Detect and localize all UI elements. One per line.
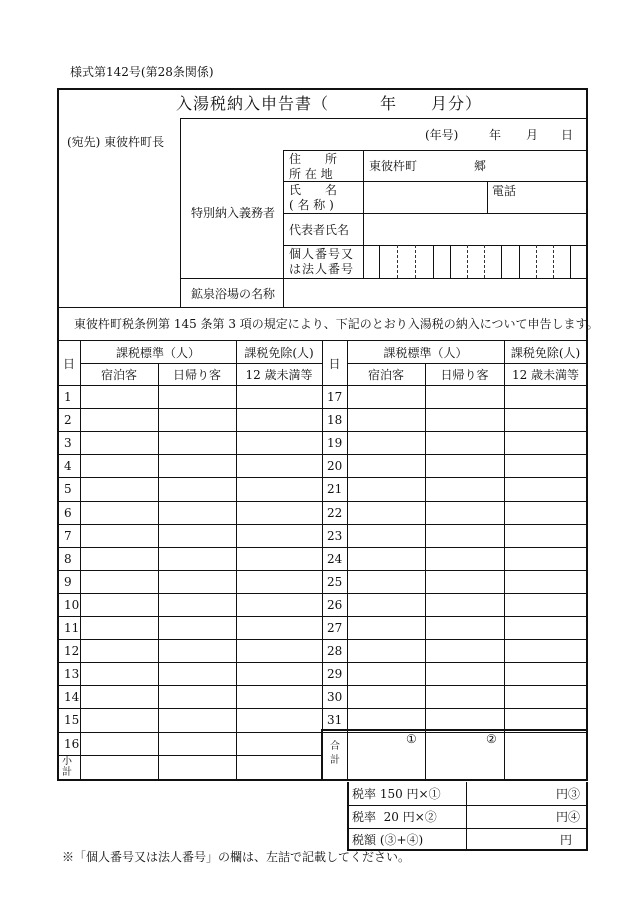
day-cell-right-0[interactable] — [348, 548, 424, 569]
day-number-right: 28 — [327, 644, 343, 658]
taxable-header-left: 課税標準（人） — [115, 346, 200, 360]
phone-input[interactable] — [489, 200, 585, 212]
digit-divider — [415, 245, 416, 278]
day-cell-right-1[interactable] — [426, 594, 503, 615]
subtotal-label-1: 小 — [62, 756, 72, 767]
day-cell-left-1[interactable] — [159, 663, 236, 684]
day-number-right: 31 — [327, 713, 343, 727]
subtotal-label-2: 計 — [62, 767, 72, 778]
address-district: 郷 — [474, 159, 487, 173]
day-cell-left-0[interactable] — [81, 455, 158, 476]
day-cell-left-2[interactable] — [237, 686, 321, 707]
day-cell-left-1[interactable] — [159, 733, 236, 754]
rule — [180, 278, 587, 279]
day-cell-right-1[interactable] — [426, 525, 503, 546]
day-header-right: 日 — [328, 357, 341, 371]
day-cell-right-0[interactable] — [348, 686, 424, 707]
day-number-left: 10 — [64, 598, 80, 612]
day-cell-left-1[interactable] — [159, 432, 236, 453]
day-number-left: 14 — [64, 690, 80, 704]
day-cell-left-2[interactable] — [237, 709, 321, 730]
day-cell-right-2[interactable] — [505, 386, 586, 407]
day-number-left: 13 — [64, 667, 80, 681]
day-cell-right-2[interactable] — [505, 548, 586, 569]
day-cell-right-0[interactable] — [348, 478, 424, 499]
total-label-2: 計 — [330, 755, 340, 766]
day-cell-right-2[interactable] — [505, 663, 586, 684]
rule — [433, 245, 434, 278]
day-cell-right-2[interactable] — [505, 455, 586, 476]
day-cell-right-0[interactable] — [348, 386, 424, 407]
day-number-left: 6 — [64, 506, 72, 520]
day-cell-right-0[interactable] — [348, 709, 424, 730]
day-cell-left-2[interactable] — [237, 455, 321, 476]
day-number-right: 26 — [327, 598, 343, 612]
day-number-right: 21 — [327, 482, 343, 496]
day-number-right: 18 — [327, 413, 343, 427]
tax-total-label: 税額 (③+④) — [352, 833, 424, 847]
address-label: 住 所 — [289, 152, 338, 166]
day-number-right: 29 — [327, 667, 343, 681]
day-cell-right-2[interactable] — [505, 640, 586, 661]
day-number-right: 20 — [327, 459, 343, 473]
overnight-header-right: 宿泊客 — [367, 368, 404, 382]
day-number-right: 17 — [327, 390, 343, 404]
day-cell-right-0[interactable] — [348, 571, 424, 592]
day-cell-left-2[interactable] — [237, 640, 321, 661]
rule — [283, 150, 284, 307]
day-cell-right-1[interactable] — [426, 571, 503, 592]
day-cell-right-0[interactable] — [348, 409, 424, 430]
day-cell-right-0[interactable] — [348, 525, 424, 546]
day-cell-left-0[interactable] — [81, 386, 158, 407]
day-cell-right-0[interactable] — [348, 432, 424, 453]
day-cell-left-1[interactable] — [159, 455, 236, 476]
day-number-left: 7 — [64, 529, 72, 543]
day-cell-left-1[interactable] — [159, 502, 236, 523]
rule — [322, 340, 323, 781]
day-number-left: 5 — [64, 482, 72, 496]
day-cell-right-0[interactable] — [348, 663, 424, 684]
day-number-left: 12 — [64, 644, 80, 658]
day-cell-left-1[interactable] — [159, 709, 236, 730]
day-number-left: 8 — [64, 552, 72, 566]
day-cell-left-1[interactable] — [159, 617, 236, 638]
rule — [180, 118, 587, 119]
day-cell-right-2[interactable] — [505, 709, 586, 730]
subtotal-cell-1[interactable] — [159, 756, 236, 777]
daytrip-header-right: 日帰り客 — [440, 368, 489, 382]
day-cell-right-1[interactable] — [426, 478, 503, 499]
representative-label: 代表者氏名 — [289, 223, 350, 237]
day-cell-left-2[interactable] — [237, 663, 321, 684]
day-cell-right-0[interactable] — [348, 455, 424, 476]
form-number: 様式第142号(第28条関係) — [70, 65, 214, 79]
day-cell-left-0[interactable] — [81, 733, 158, 754]
tax-rate-1-label: 税率 150 円×① — [352, 787, 441, 801]
day-number-left: 3 — [64, 436, 72, 450]
day-cell-right-1[interactable] — [426, 686, 503, 707]
day-cell-left-0[interactable] — [81, 617, 158, 638]
rule — [347, 363, 587, 364]
day-cell-left-1[interactable] — [159, 594, 236, 615]
exempt-header-right: 課税免除(人) — [510, 346, 581, 360]
id-sub-label: は法人番号 — [289, 262, 355, 276]
day-cell-left-0[interactable] — [81, 571, 158, 592]
day-cell-left-0[interactable] — [81, 640, 158, 661]
total-under12-input[interactable] — [506, 745, 586, 779]
day-cell-right-2[interactable] — [505, 686, 586, 707]
day-cell-right-2[interactable] — [505, 502, 586, 523]
day-cell-right-1[interactable] — [426, 455, 503, 476]
daytrip-header-left: 日帰り客 — [172, 368, 221, 382]
rule — [363, 150, 364, 278]
rule — [487, 181, 488, 213]
day-cell-left-0[interactable] — [81, 478, 158, 499]
tax-unit-2: 円④ — [556, 810, 581, 824]
digit-divider — [553, 245, 554, 278]
day-cell-left-2[interactable] — [237, 525, 321, 546]
day-cell-right-1[interactable] — [426, 409, 503, 430]
tax-amount-2-input[interactable] — [468, 806, 554, 827]
day-cell-left-1[interactable] — [159, 409, 236, 430]
tax-unit-3: 円 — [560, 833, 573, 847]
day-cell-right-2[interactable] — [505, 409, 586, 430]
rule — [425, 729, 426, 781]
id-label: 個人番号又 — [289, 247, 355, 261]
under12-header-right: 12 歳未満等 — [511, 368, 580, 382]
day-cell-right-1[interactable] — [426, 502, 503, 523]
name-sub-label: ( 名 称 ) — [289, 198, 334, 212]
total-daytrip-input[interactable] — [427, 745, 502, 779]
tax-total-input[interactable] — [468, 829, 558, 849]
day-cell-left-0[interactable] — [81, 663, 158, 684]
rule — [501, 245, 502, 278]
subtotal-cell-0[interactable] — [81, 756, 158, 777]
day-header-left: 日 — [62, 357, 75, 371]
day-cell-left-2[interactable] — [237, 478, 321, 499]
under12-header-left: 12 歳未満等 — [245, 368, 313, 382]
date-era-label: (年号) — [425, 128, 459, 142]
day-cell-right-2[interactable] — [505, 617, 586, 638]
name-label: 氏 名 — [289, 183, 338, 197]
day-cell-left-0[interactable] — [81, 709, 158, 730]
rule — [283, 213, 587, 214]
day-cell-left-2[interactable] — [237, 571, 321, 592]
phone-label: 電話 — [492, 184, 517, 198]
day-cell-right-2[interactable] — [505, 571, 586, 592]
footnote: ※「個人番号又は法人番号」の欄は、左詰で記載してください。 — [62, 850, 411, 864]
total-mark-1: ① — [406, 732, 417, 746]
day-number-left: 4 — [64, 459, 72, 473]
day-number-left: 16 — [64, 737, 80, 751]
day-cell-right-1[interactable] — [426, 663, 503, 684]
overnight-header-left: 宿泊客 — [100, 368, 137, 382]
day-cell-right-0[interactable] — [348, 617, 424, 638]
addressee: (宛先) 東彼杵町長 — [67, 135, 165, 149]
tax-rate-2-label: 税率 20 円×② — [352, 810, 437, 824]
day-number-left: 9 — [64, 575, 72, 589]
day-cell-right-1[interactable] — [426, 548, 503, 569]
day-number-left: 2 — [64, 413, 72, 427]
day-cell-left-1[interactable] — [159, 478, 236, 499]
day-cell-right-1[interactable] — [426, 617, 503, 638]
day-cell-left-2[interactable] — [237, 733, 321, 754]
taxable-header-right: 課税標準（人） — [383, 346, 468, 360]
day-cell-right-1[interactable] — [426, 386, 503, 407]
day-cell-left-0[interactable] — [81, 525, 158, 546]
rule — [379, 245, 380, 278]
day-cell-right-0[interactable] — [348, 594, 424, 615]
day-cell-left-2[interactable] — [237, 548, 321, 569]
day-number-right: 22 — [327, 506, 343, 520]
rule — [80, 363, 322, 364]
representative-input[interactable] — [365, 215, 586, 243]
date-year-label: 年 — [489, 128, 502, 142]
day-cell-left-2[interactable] — [237, 502, 321, 523]
day-number-left: 15 — [64, 713, 80, 727]
digit-divider — [536, 245, 537, 278]
rule — [519, 245, 520, 278]
day-cell-left-2[interactable] — [237, 409, 321, 430]
tax-unit-1: 円③ — [556, 787, 581, 801]
exempt-header-left: 課税免除(人) — [244, 346, 314, 360]
day-number-right: 24 — [327, 552, 343, 566]
day-number-right: 30 — [327, 690, 343, 704]
subtotal-cell-2[interactable] — [237, 756, 321, 777]
rule — [570, 245, 571, 278]
total-label-1: 合 — [330, 741, 340, 752]
address-value: 東彼杵町 — [369, 159, 418, 173]
taxpayer-section-label: 特別納入義務者 — [191, 206, 276, 220]
day-cell-right-2[interactable] — [505, 478, 586, 499]
day-number-left: 11 — [64, 621, 80, 635]
day-cell-left-0[interactable] — [81, 432, 158, 453]
day-cell-left-1[interactable] — [159, 525, 236, 546]
location-label: 所 在 地 — [289, 167, 333, 181]
digit-divider — [484, 245, 485, 278]
digit-divider — [467, 245, 468, 278]
digit-divider — [397, 245, 398, 278]
day-cell-right-2[interactable] — [505, 432, 586, 453]
day-cell-left-1[interactable] — [159, 571, 236, 592]
day-number-right: 27 — [327, 621, 343, 635]
day-cell-left-1[interactable] — [159, 386, 236, 407]
day-cell-left-0[interactable] — [81, 686, 158, 707]
date-day-label: 日 — [561, 128, 574, 142]
rule — [466, 782, 467, 850]
day-cell-right-1[interactable] — [426, 640, 503, 661]
day-cell-left-1[interactable] — [159, 686, 236, 707]
day-cell-right-0[interactable] — [348, 640, 424, 661]
statement-text: 東彼杵町税条例第 145 条第 3 項の規定により、下記のとおり入湯税の納入について申告します。 — [74, 317, 599, 331]
day-cell-left-2[interactable] — [237, 386, 321, 407]
total-overnight-input[interactable] — [349, 745, 423, 779]
total-mark-2: ② — [486, 732, 497, 746]
rule — [283, 245, 587, 246]
name-input[interactable] — [365, 183, 485, 211]
rule — [58, 307, 587, 308]
onsen-name-input[interactable] — [285, 280, 586, 306]
day-cell-left-0[interactable] — [81, 548, 158, 569]
day-cell-right-0[interactable] — [348, 502, 424, 523]
rule — [283, 150, 587, 151]
tax-amount-1-input[interactable] — [468, 783, 554, 804]
day-cell-left-1[interactable] — [159, 548, 236, 569]
day-cell-left-2[interactable] — [237, 617, 321, 638]
day-cell-left-0[interactable] — [81, 594, 158, 615]
day-cell-left-0[interactable] — [81, 409, 158, 430]
form-title: 入湯税納入申告書（ 年 月分） — [176, 94, 483, 113]
address-input[interactable] — [365, 152, 586, 180]
day-number-left: 1 — [64, 390, 72, 404]
rule — [283, 181, 587, 182]
day-cell-left-2[interactable] — [237, 594, 321, 615]
day-cell-left-1[interactable] — [159, 640, 236, 661]
day-number-right: 25 — [327, 575, 343, 589]
onsen-name-label: 鉱泉浴場の名称 — [191, 287, 276, 301]
day-cell-right-2[interactable] — [505, 594, 586, 615]
day-number-right: 23 — [327, 529, 343, 543]
day-cell-right-2[interactable] — [505, 525, 586, 546]
day-number-right: 19 — [327, 436, 343, 450]
date-month-label: 月 — [526, 128, 539, 142]
day-cell-right-1[interactable] — [426, 432, 503, 453]
day-cell-left-0[interactable] — [81, 502, 158, 523]
rule — [450, 245, 451, 278]
day-cell-right-1[interactable] — [426, 709, 503, 730]
day-cell-left-2[interactable] — [237, 432, 321, 453]
